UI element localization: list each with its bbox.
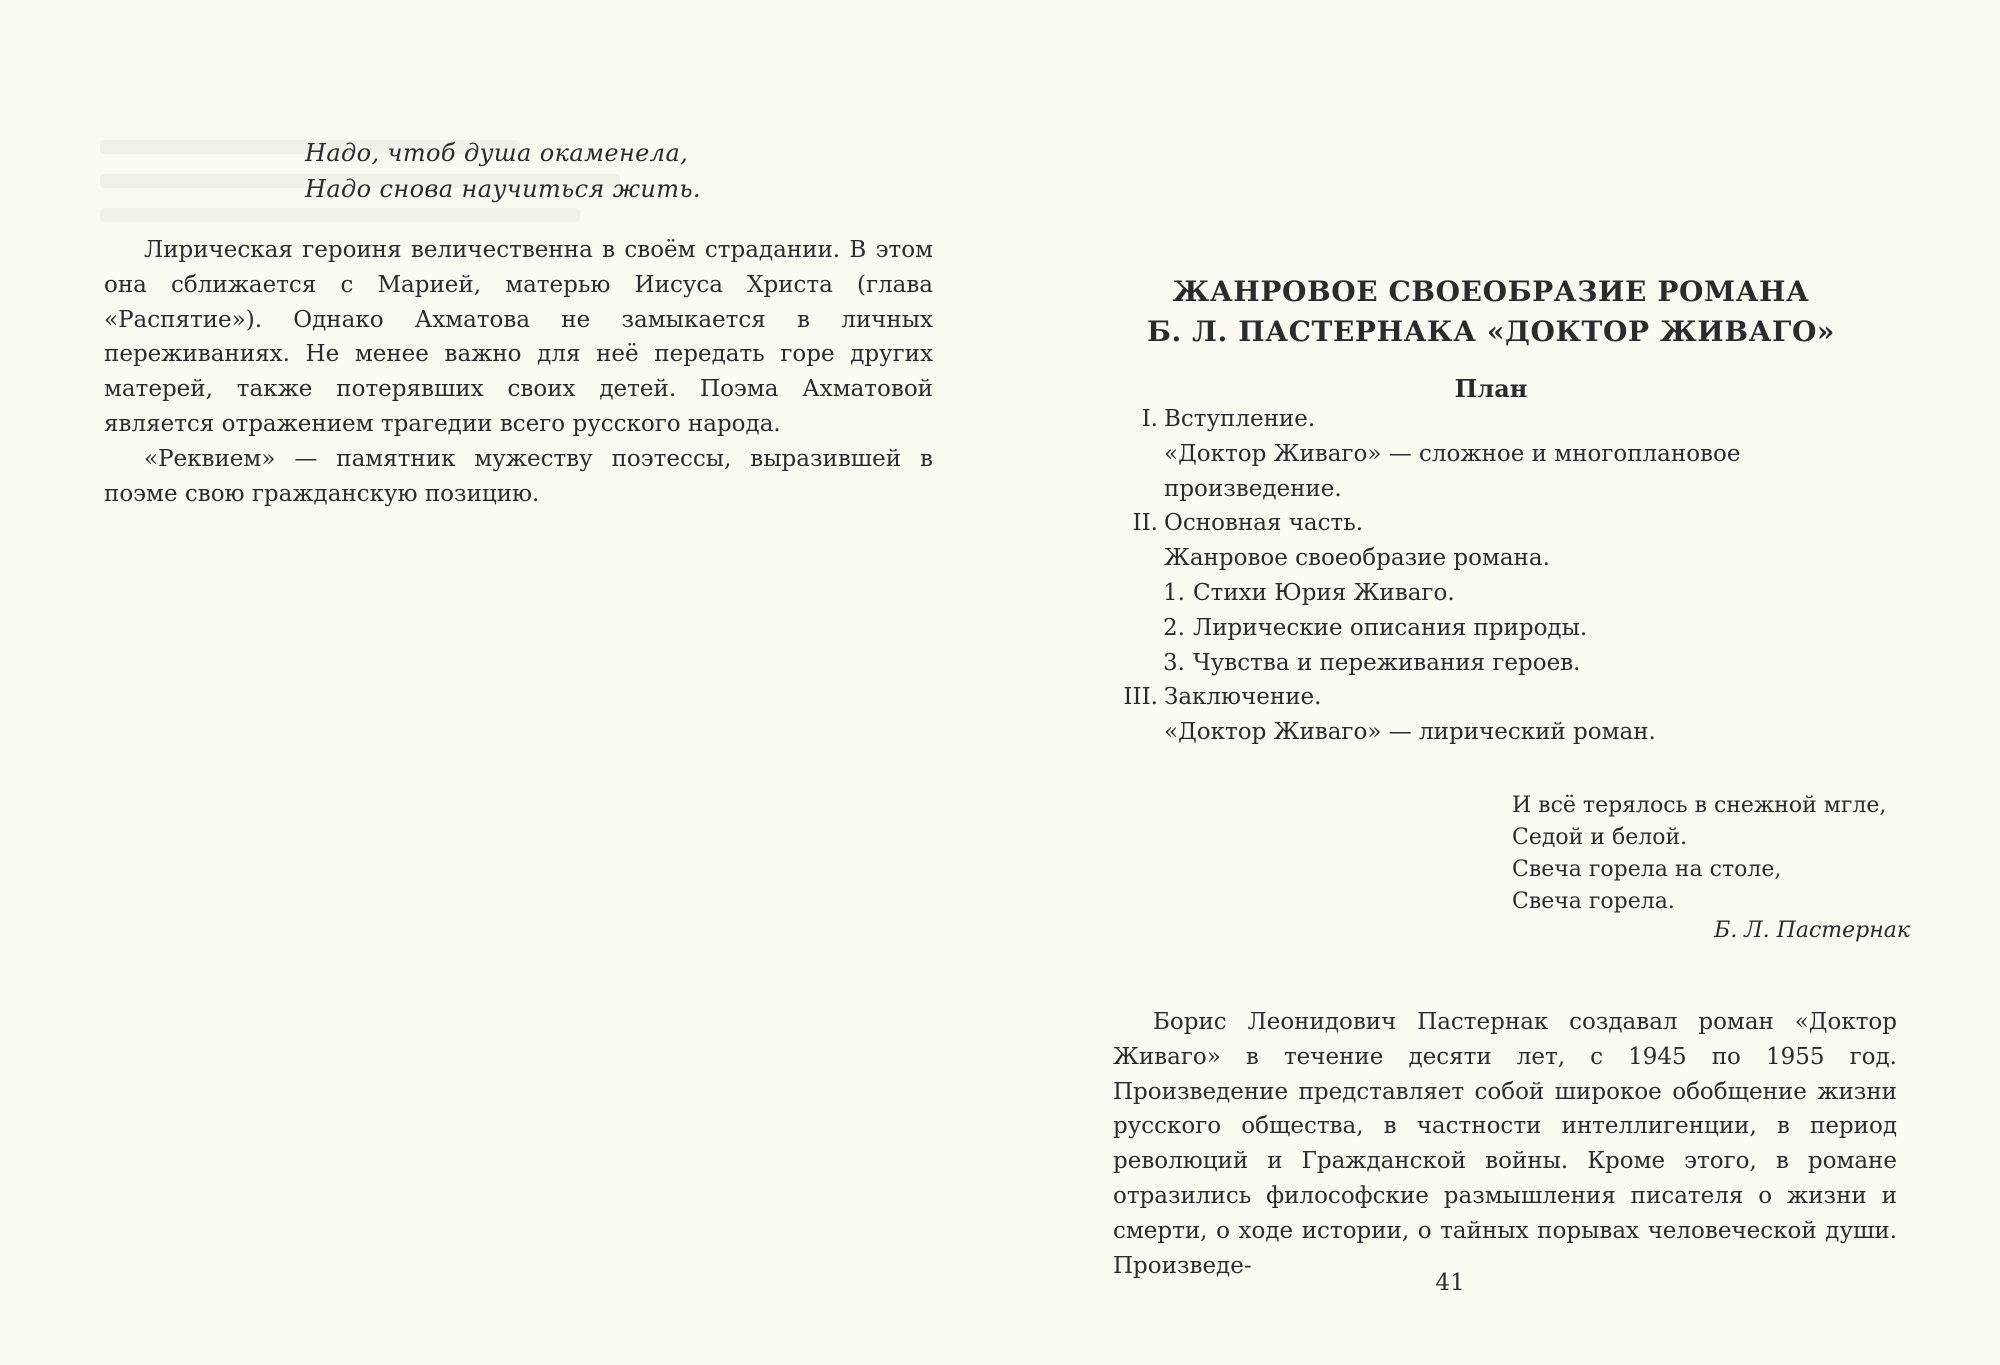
plan-line: «Доктор Живаго» — сложное и многоплановое произведение. bbox=[1164, 440, 1741, 502]
plan-item-number: 3. bbox=[1163, 649, 1185, 676]
plan-line: «Доктор Живаго» — лирический роман. bbox=[1164, 719, 1656, 746]
plan-item bbox=[1100, 611, 1904, 646]
plan-item-number: 1. bbox=[1163, 579, 1185, 606]
plan-section-title: Заключение. bbox=[1164, 684, 1322, 711]
plan-section bbox=[1100, 680, 1904, 715]
roman-numeral: III. bbox=[1123, 684, 1158, 711]
plan-item-text: Стихи Юрия Живаго. bbox=[1193, 579, 1455, 606]
roman-numeral: I. bbox=[1141, 406, 1158, 432]
plan-item-text: Чувства и переживания героев. bbox=[1193, 649, 1581, 676]
plan-item bbox=[1100, 646, 1904, 681]
plan-section-title: Основная часть. bbox=[1164, 510, 1364, 537]
poem-epigraph bbox=[1512, 790, 1886, 918]
right-body-text bbox=[1113, 1005, 1897, 1283]
paragraph: Лирическая героиня величественна в своём страдании. В этом она сближается с Марией, матерью Иисуса Христа (глава «Распятие»). Однако Ахматова не замыкается в личных переживаниях. Не менее важно для неё передать горе других матерей, также потерявших своих детей. Поэма Ахматовой является отражением трагедии всего русского народа. bbox=[104, 237, 933, 437]
plan-item-number: 2. bbox=[1163, 614, 1185, 641]
chapter-title-line: ЖАНРОВОЕ СВОЕОБРАЗИЕ РОМАНА bbox=[1172, 275, 1810, 308]
poem-author: Б. Л. Пастернак bbox=[1714, 918, 1910, 943]
poem-line: И всё терялось в снежной мгле, bbox=[1512, 793, 1887, 818]
roman-numeral: II. bbox=[1132, 510, 1158, 537]
epigraph bbox=[305, 135, 701, 207]
epigraph-line: Надо, чтоб душа окаменела, bbox=[305, 139, 689, 167]
paragraph: «Реквием» — памятник мужеству поэтессы, выразившей в поэме свою гражданскую позицию. bbox=[104, 445, 933, 507]
poem-line: Свеча горела. bbox=[1512, 889, 1675, 914]
plan-item bbox=[1100, 576, 1904, 611]
chapter-title bbox=[1100, 272, 1882, 352]
plan-section bbox=[1100, 402, 1904, 437]
plan-item-text: Лирические описания природы. bbox=[1193, 614, 1588, 641]
chapter-title-line: Б. Л. ПАСТЕРНАКА «ДОКТОР ЖИВАГО» bbox=[1146, 315, 1836, 348]
plan-outline bbox=[1100, 402, 1904, 750]
paragraph: Борис Леонидович Пастернак создавал роман «Доктор Живаго» в течение десяти лет, с 1945 по 1955 год. Произведение представляет собой широкое обобщение жизни русского общества, в частности интеллигенции, в период революций и Гражданской войны. Кроме этого, в романе отразились философские размышления писателя о жизни и смерти, о ходе истории, о тайных порывах человеческой души. Произведе- bbox=[1113, 1009, 1897, 1279]
plan-heading: План bbox=[1454, 374, 1528, 403]
epigraph-line: Надо снова научиться жить. bbox=[305, 175, 701, 203]
page-number: 41 bbox=[1435, 1270, 1465, 1296]
plan-section-title: Вступление. bbox=[1164, 406, 1316, 432]
plan-line: Жанровое своеобразие романа. bbox=[1164, 545, 1550, 572]
left-body-text bbox=[104, 233, 933, 511]
plan-section bbox=[1100, 506, 1904, 541]
right-page bbox=[1000, 0, 2000, 1365]
poem-line: Седой и белой. bbox=[1512, 825, 1688, 850]
poem-line: Свеча горела на столе, bbox=[1512, 857, 1782, 882]
